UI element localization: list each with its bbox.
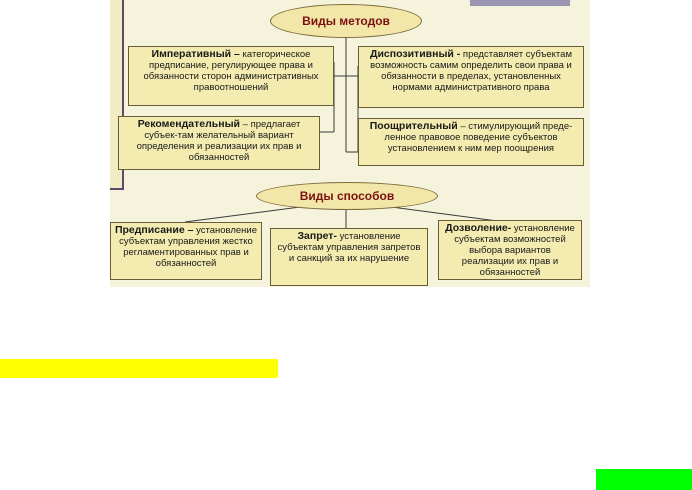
method-encouraging-term: Поощрительный (369, 120, 458, 132)
method-imperative-text: категорическое предписание, регулирующее права и обязанности сторон административных правоотношений (143, 49, 319, 93)
way-permission-term: Дозволение- (445, 222, 512, 234)
ways-oval (256, 182, 438, 210)
method-encouraging-box (358, 118, 584, 166)
method-imperative-box (128, 46, 334, 106)
method-dispositive-text: представляет субъектам возможность самим определить свои права и обязанности в пределах, установленных нормами административного права (370, 49, 572, 93)
method-recommendatory-text: – предлагает субъек-там желательный вариант определения и реализации их прав и обязанностей (136, 119, 302, 163)
yellow-highlight-bar (0, 359, 278, 378)
way-prescription-text: установление субъектам управления жестко регламентированных прав и обязанностей (119, 225, 258, 269)
way-prohibition-box (270, 228, 428, 286)
method-dispositive-term: Диспозитивный - (369, 48, 461, 60)
method-recommendatory-box (118, 116, 320, 170)
way-prescription-box (110, 222, 262, 280)
way-prescription-term: Предписание – (114, 224, 194, 236)
method-recommendatory-term: Рекомендательный (137, 118, 240, 130)
way-prohibition-text: установление субъектам управления запретов и санкций за их нарушение (277, 231, 421, 264)
green-highlight-bar (596, 469, 692, 490)
slide-divider (110, 188, 124, 190)
method-imperative-term: Императивный – (151, 48, 240, 60)
methods-title: Виды методов (302, 14, 390, 28)
methods-oval (270, 4, 422, 38)
way-prohibition-term: Запрет- (297, 230, 337, 242)
slide-top-accent (470, 0, 570, 6)
method-encouraging-text: – стимулирующий преде-ленное правовое поведение субъектов установлением к ним мер поощрения (384, 121, 573, 154)
ways-title: Виды способов (299, 189, 395, 203)
method-dispositive-box (358, 46, 584, 108)
way-permission-text: установление субъектам возможностей выбора вариантов реализации их прав и обязанностей (454, 223, 575, 278)
way-permission-box (438, 220, 582, 280)
